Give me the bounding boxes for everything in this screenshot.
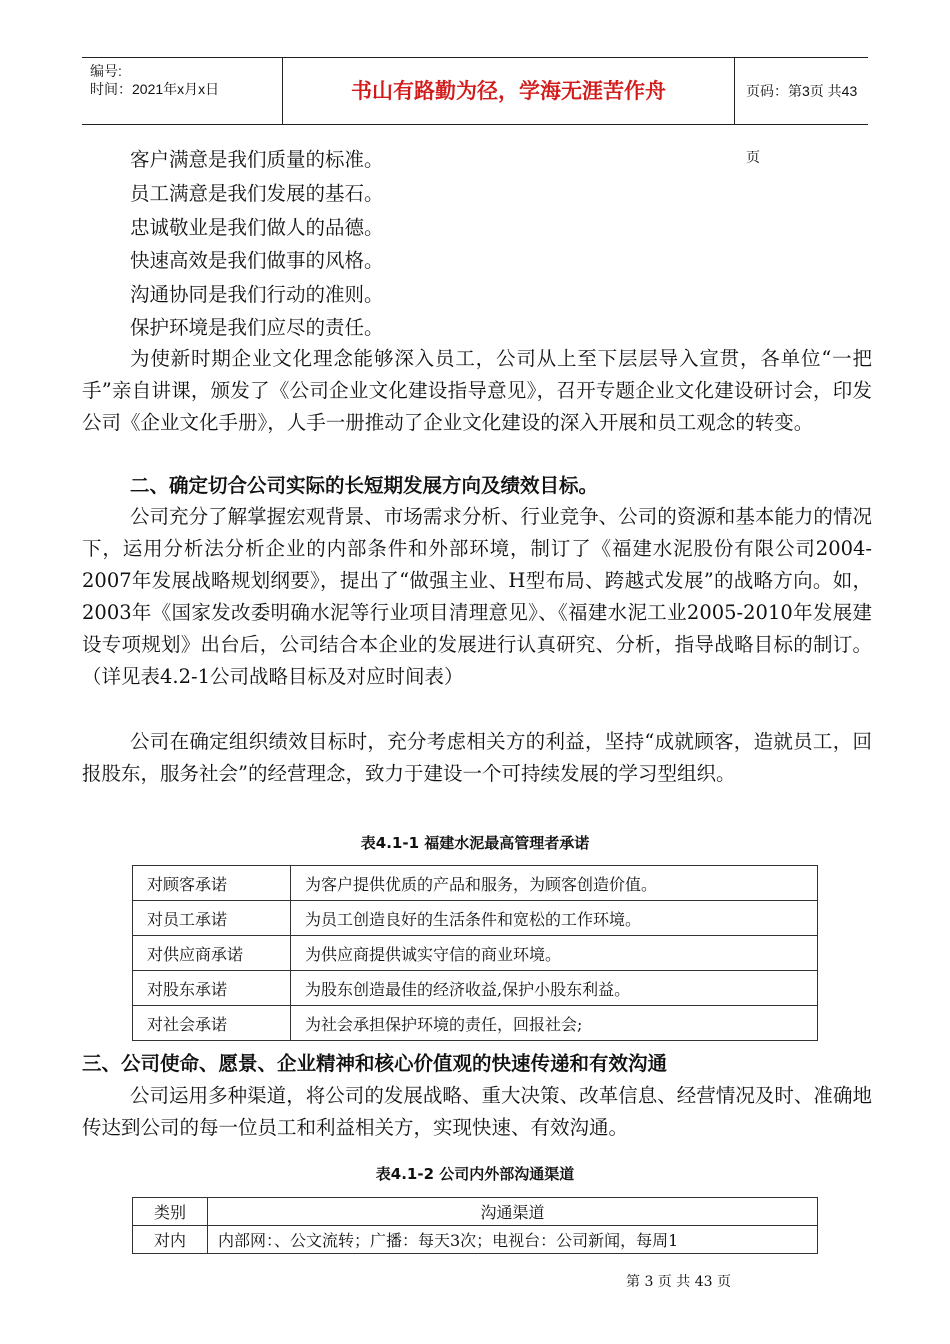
paragraph-culture: 为使新时期企业文化理念能够深入员工，公司从上至下层层导入宣贯，各单位“一把手”亲自讲课，颁发了《公司企业文化建设指导意见》，召开专题企业文化建设研讨会，印发公司《企业文化手册》，人手一册推动了企业文化建设的深入开展和员工观念的转变。 bbox=[82, 347, 872, 434]
table-header-cell: 类别 bbox=[133, 1198, 208, 1226]
table-cell: 为员工创造良好的生活条件和宽松的工作环境。 bbox=[291, 901, 818, 936]
value-line: 沟通协同是我们行动的准则。 bbox=[130, 283, 384, 306]
value-line: 忠诚敬业是我们做人的品德。 bbox=[130, 216, 384, 239]
table-header-cell: 沟通渠道 bbox=[208, 1198, 818, 1226]
table-cell: 对顾客承诺 bbox=[133, 866, 291, 901]
value-line: 保护环境是我们应尽的责任。 bbox=[130, 316, 384, 339]
table-cell: 为客户提供优质的产品和服务，为顾客创造价值。 bbox=[291, 866, 818, 901]
table-cell: 内部网：、公文流转；广播：每天3次；电视台：公司新闻，每周1 bbox=[208, 1226, 818, 1254]
doc-time-label: 时间：2021年x月x日 bbox=[90, 81, 220, 97]
table-row bbox=[133, 1226, 818, 1254]
table-header-row bbox=[133, 1198, 818, 1226]
paragraph-performance: 公司在确定组织绩效目标时，充分考虑相关方的利益，坚持“成就顾客，造就员工，回报股东，服务社会”的经营理念，致力于建设一个可持续发展的学习型组织。 bbox=[82, 730, 872, 785]
header-meta bbox=[82, 58, 282, 124]
header-page-info: 页码：第3页 共43页 bbox=[746, 83, 858, 165]
table-cell: 为股东创造最佳的经济收益,保护小股东利益。 bbox=[291, 971, 818, 1006]
paragraph-communication: 公司运用多种渠道，将公司的发展战略、重大决策、改革信息、经营情况及时、准确地传达到公司的每一位员工和利益相关方，实现快速、有效沟通。 bbox=[82, 1084, 872, 1139]
table-cell: 为社会承担保护环境的责任，回报社会; bbox=[291, 1006, 818, 1041]
doc-number-label: 编号: bbox=[90, 63, 122, 79]
header-motto: 书山有路勤为径，学海无涯苦作舟 bbox=[351, 79, 666, 103]
table2-caption: 表4.1-2 公司内外部沟通渠道 bbox=[375, 1165, 575, 1183]
paragraph-strategy: 公司充分了解掌握宏观背景、市场需求分析、行业竞争、公司的资源和基本能力的情况下，运用分析法分析企业的内部条件和外部环境，制订了《福建水泥股份有限公司2004-2007年发展战略规划纲要》，提出了“做强主业、H型布局、跨越式发展”的战略方向。如，2003年《国家发改委明确水泥等行业项目清理意见》、《福建水泥工业2005-2010年发展建设专项规划》出台后，公司结合本企业的发展进行认真研究、分析，指导战略目标的制订。（详见表4.2-1公司战略目标及对应时间表） bbox=[82, 505, 872, 688]
table-row bbox=[133, 866, 818, 901]
header-divider bbox=[734, 58, 735, 124]
table1-caption: 表4.1-1 福建水泥最高管理者承诺 bbox=[360, 834, 590, 852]
value-line: 客户满意是我们质量的标准。 bbox=[130, 148, 384, 171]
table-row bbox=[133, 1006, 818, 1041]
table-row bbox=[133, 971, 818, 1006]
table-cell: 对内 bbox=[133, 1226, 208, 1254]
table-cell: 对股东承诺 bbox=[133, 971, 291, 1006]
section-heading-3: 三、公司使命、愿景、企业精神和核心价值观的快速传递和有效沟通 bbox=[82, 1052, 668, 1075]
table-cell: 对员工承诺 bbox=[133, 901, 291, 936]
section-heading-2: 二、确定切合公司实际的长短期发展方向及绩效目标。 bbox=[130, 474, 599, 497]
page-footer: 第 3 页 共 43 页 bbox=[626, 1274, 731, 1290]
commitment-table bbox=[132, 865, 818, 1041]
table-cell: 为供应商提供诚实守信的商业环境。 bbox=[291, 936, 818, 971]
table-cell: 对社会承诺 bbox=[133, 1006, 291, 1041]
table-row bbox=[133, 936, 818, 971]
value-line: 快速高效是我们做事的风格。 bbox=[130, 249, 384, 272]
channel-table bbox=[132, 1197, 818, 1254]
table-row bbox=[133, 901, 818, 936]
table-cell: 对供应商承诺 bbox=[133, 936, 291, 971]
value-line: 员工满意是我们发展的基石。 bbox=[130, 182, 384, 205]
